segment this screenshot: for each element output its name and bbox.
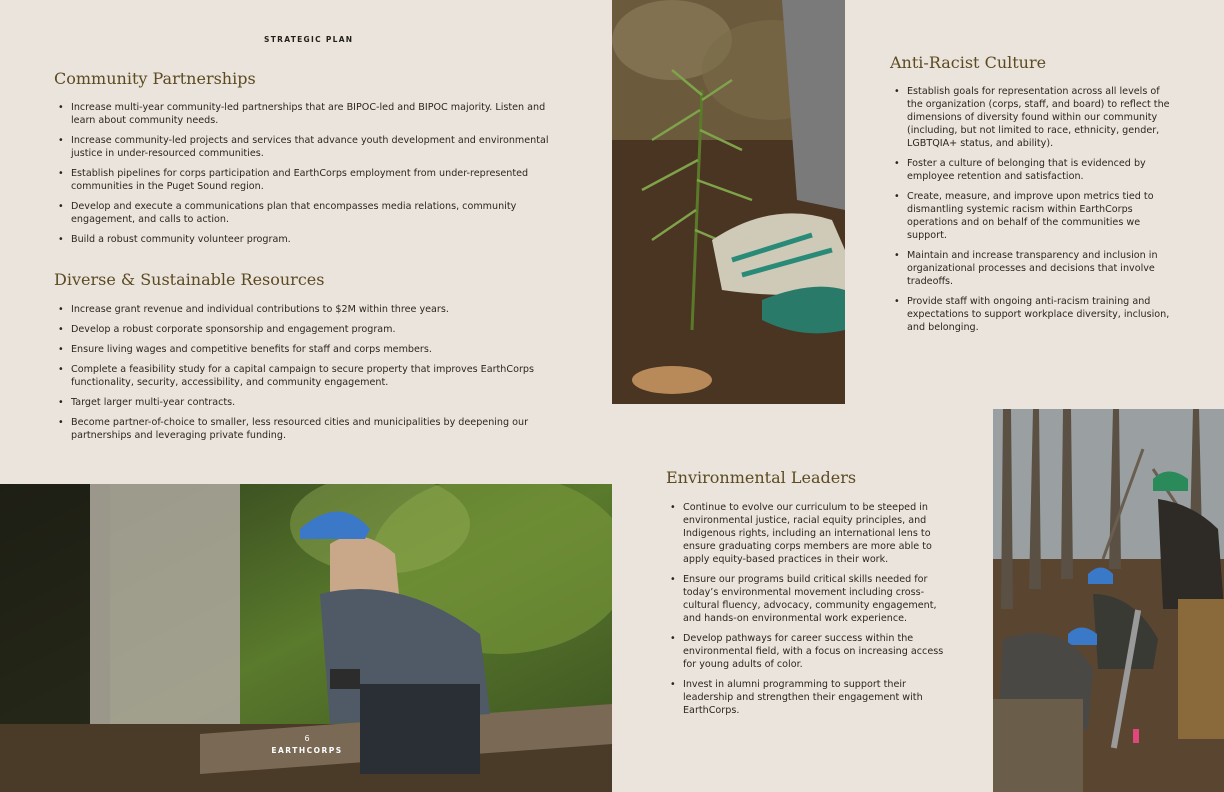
photo-seedling-planting <box>612 0 845 404</box>
page-number: 6 <box>304 734 310 743</box>
community-partnerships-list <box>55 101 555 253</box>
list-item: • Maintain and increase transparency and inclusion in organizational processes and decisions that involve tradeoffs. <box>891 249 1176 288</box>
list-item: • Develop and execute a communications plan that encompasses media relations, community engagement, and calls to action. <box>55 200 555 226</box>
environmental-leaders-panel <box>612 404 992 792</box>
photo-crew-forest <box>993 409 1224 792</box>
page-footer <box>262 734 352 758</box>
list-item: • Establish goals for representation across all levels of the organization (corps, staff, and board) to reflect the dimensions of diversity found within our community (including, but not limited to race, ethnicity, gender, LGBTQIA+ status, and ability). <box>891 85 1176 150</box>
list-item: • Increase grant revenue and individual contributions to $2M within three years. <box>55 303 560 316</box>
list-item: • Become partner-of-choice to smaller, less resourced cities and municipalities by deepening our partnerships and leveraging private funding. <box>55 416 560 442</box>
list-item: • Complete a feasibility study for a capital campaign to secure property that improves EarthCorps functionality, security, accessibility, and community engagement. <box>55 363 560 389</box>
list-item: • Develop pathways for career success within the environmental field, with a focus on increasing access for young adults of color. <box>667 632 957 671</box>
diverse-resources-list <box>55 303 560 449</box>
list-item: • Develop a robust corporate sponsorship and engagement program. <box>55 323 560 336</box>
list-item: • Provide staff with ongoing anti-racism training and expectations to support workplace diversity, inclusion, and belonging. <box>891 295 1176 334</box>
anti-racist-list <box>891 85 1176 341</box>
list-item: • Build a robust community volunteer program. <box>55 233 555 246</box>
list-item: • Continue to evolve our curriculum to be steeped in environmental justice, racial equity principles, and Indigenous rights, including an international lens to ensure graduating corps members are more able to apply equity-based practices in their work. <box>667 501 957 566</box>
list-item: • Create, measure, and improve upon metrics tied to dismantling systemic racism within EarthCorps operations and on behalf of the communities we support. <box>891 190 1176 242</box>
list-item: • Ensure our programs build critical skills needed for today’s environmental movement including cross-cultural fluency, advocacy, community engagement, and hands-on environmental work experience. <box>667 573 957 625</box>
list-item: • Ensure living wages and competitive benefits for staff and corps members. <box>55 343 560 356</box>
list-item: • Invest in alumni programming to support their leadership and strengthen their engagement with EarthCorps. <box>667 678 957 717</box>
brand-wordmark: EARTHCORPS <box>271 746 343 755</box>
left-text-panel <box>0 0 612 484</box>
list-item: • Target larger multi-year contracts. <box>55 396 560 409</box>
environmental-leaders-list <box>667 501 957 724</box>
page-kicker: STRATEGIC PLAN <box>264 35 354 44</box>
section-title-anti-racist: Anti-Racist Culture <box>890 53 1047 72</box>
list-item: • Increase community-led projects and services that advance youth development and environmental justice in under-resourced communities. <box>55 134 555 160</box>
list-item: • Establish pipelines for corps participation and EarthCorps employment from under-represented communities in the Puget Sound region. <box>55 167 555 193</box>
list-item: • Increase multi-year community-led partnerships that are BIPOC-led and BIPOC majority. Listen and learn about community needs. <box>55 101 555 127</box>
anti-racist-panel <box>845 0 1224 404</box>
section-title-environmental-leaders: Environmental Leaders <box>666 468 857 487</box>
section-title-community-partnerships: Community Partnerships <box>54 69 256 88</box>
section-title-diverse-resources: Diverse & Sustainable Resources <box>54 270 325 289</box>
list-item: • Foster a culture of belonging that is evidenced by employee retention and satisfaction. <box>891 157 1176 183</box>
